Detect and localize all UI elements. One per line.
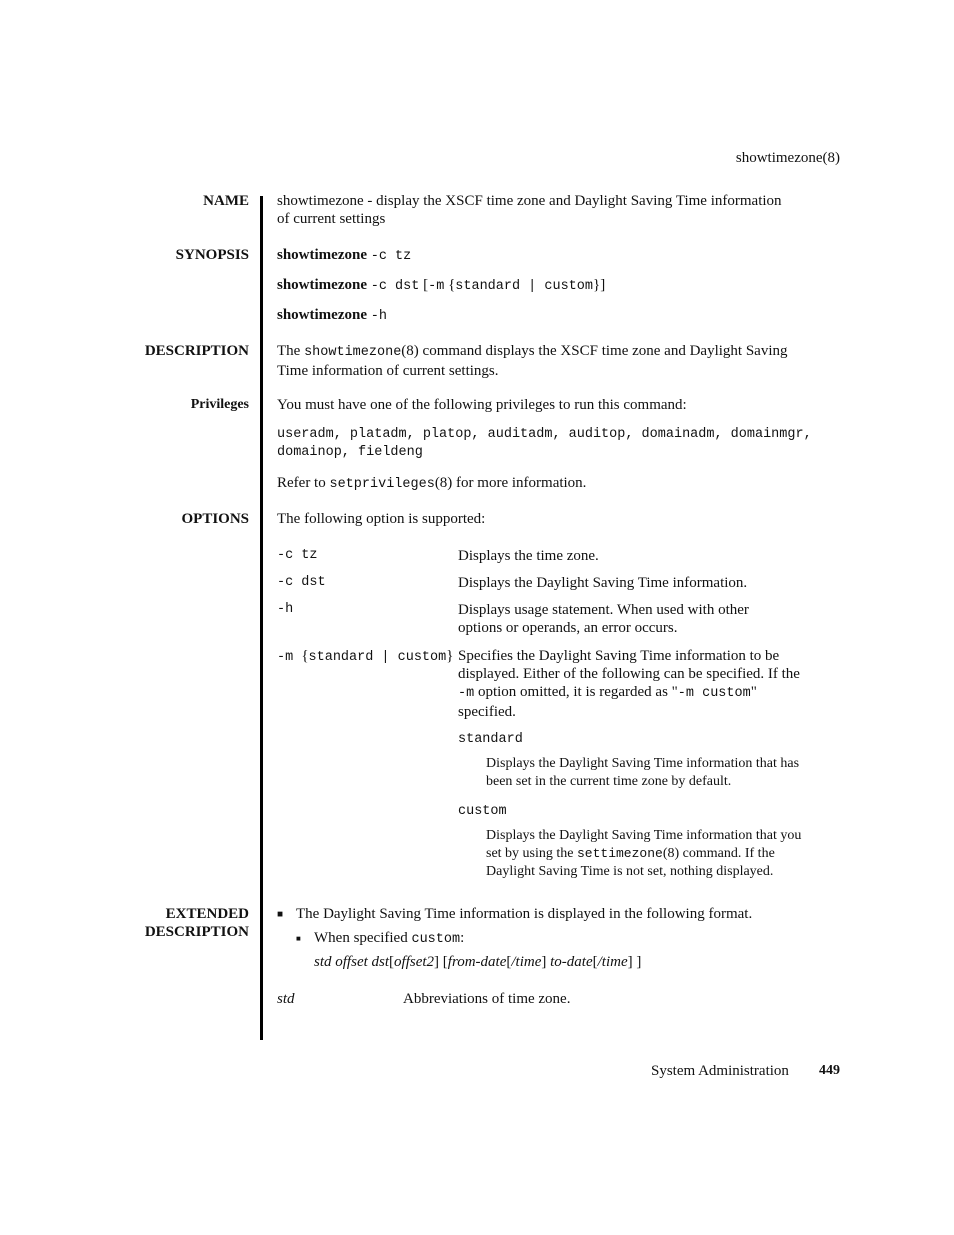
- synopsis-cmd: showtimezone: [277, 277, 367, 293]
- opt-part: -m: [458, 686, 475, 701]
- text: set by using the: [486, 846, 577, 861]
- text: Refer to: [277, 475, 330, 491]
- option-desc-line: options or operands, an error occurs.: [458, 620, 678, 636]
- privileges-list-line-2: domainop, fieldeng: [277, 445, 423, 460]
- suboption-custom-desc: [486, 827, 838, 881]
- synopsis-opt: -m: [428, 279, 445, 294]
- option-desc: Displays the Daylight Saving Time information.: [458, 575, 748, 591]
- section-label-synopsis: SYNOPSIS: [175, 247, 249, 263]
- extended-bullet-1: The Daylight Saving Time information is displayed in the following format.: [296, 906, 753, 922]
- synopsis-opt: -c dst: [370, 279, 420, 294]
- suboption-standard-label: standard: [458, 732, 523, 747]
- square-bullet-icon: ■: [277, 909, 284, 920]
- name-text: [277, 192, 842, 228]
- options-intro: The following option is supported:: [277, 511, 486, 527]
- text: (8) command displays the XSCF time zone and Daylight Saving: [401, 343, 788, 359]
- section-label-options: OPTIONS: [181, 511, 249, 527]
- option-desc: Displays the time zone.: [458, 548, 599, 564]
- opt-part: -m custom: [677, 686, 751, 701]
- cmd-ref: setprivileges: [329, 477, 435, 492]
- cmd-ref: custom: [411, 932, 461, 947]
- square-bullet-icon: ■: [296, 934, 301, 943]
- suboption-standard-desc: [486, 755, 838, 791]
- text: When specified: [314, 930, 412, 946]
- opt-part: }: [446, 648, 454, 664]
- name-text-line-1: showtimezone - display the XSCF time zone and Daylight Saving Time information: [277, 193, 782, 209]
- option-term: [277, 647, 453, 667]
- fmt-part: /time: [597, 954, 628, 970]
- option-term: -c dst: [277, 575, 326, 590]
- synopsis-opt: standard | custom: [455, 279, 593, 294]
- sub-desc-line: Displays the Daylight Saving Time information that has: [486, 756, 800, 771]
- option-desc-line: Specifies the Daylight Saving Time information to be: [458, 648, 780, 664]
- option-desc: [458, 647, 843, 721]
- text: (8) for more information.: [434, 475, 587, 491]
- synopsis-opt: -c tz: [370, 249, 412, 264]
- sub-desc-line: Displays the Daylight Saving Time information that you: [486, 828, 802, 843]
- description-line-1: [277, 342, 842, 362]
- option-desc-line: Displays usage statement. When used with other: [458, 602, 749, 618]
- privileges-intro: You must have one of the following privileges to run this command:: [277, 397, 687, 413]
- term-std-desc: Abbreviations of time zone.: [403, 991, 571, 1007]
- fmt-part: dst: [371, 954, 390, 970]
- section-label-privileges: Privileges: [190, 397, 249, 412]
- text: ": [750, 684, 757, 700]
- format-line: std offset dst[offset2] [from-date[/time] to-date[/time] ]: [314, 954, 642, 970]
- name-text-line-2: of current settings: [277, 211, 386, 227]
- option-desc-line: specified.: [458, 704, 516, 720]
- cmd-ref: showtimezone: [304, 345, 402, 360]
- term: std: [277, 991, 295, 1007]
- synopsis-line-1: [277, 246, 842, 266]
- synopsis-opt: -h: [370, 309, 387, 324]
- synopsis-cmd: showtimezone: [277, 307, 367, 323]
- label-line: EXTENDED: [165, 906, 249, 922]
- sub-desc-line: Daylight Saving Time is not set, nothing displayed.: [486, 864, 774, 879]
- opt-part: {: [301, 648, 309, 664]
- text: :: [460, 930, 465, 946]
- option-term: -h: [277, 602, 294, 617]
- synopsis-brace: {: [448, 277, 456, 293]
- option-desc: [458, 601, 843, 637]
- sub-desc-line: [486, 845, 838, 863]
- text: The: [277, 343, 305, 359]
- fmt-part: std: [314, 954, 332, 970]
- option-desc-line: [458, 683, 843, 703]
- fmt-part: offset2: [394, 954, 435, 970]
- page-header: showtimezone(8): [735, 150, 840, 166]
- suboption-custom-label: custom: [458, 804, 507, 819]
- synopsis-line-3: [277, 306, 842, 326]
- privileges-list-line-1: useradm, platadm, platop, auditadm, auditop, domainadm, domainmgr,: [277, 427, 812, 442]
- extended-bullet-2: [314, 929, 879, 949]
- section-label-name: NAME: [203, 193, 249, 209]
- synopsis-line-2: [277, 276, 842, 296]
- page-number: 449: [819, 1063, 840, 1078]
- option-desc-line: displayed. Either of the following can be specified. If the: [458, 666, 800, 682]
- fmt-part: offset: [335, 954, 368, 970]
- footer-title: System Administration: [651, 1063, 789, 1079]
- privileges-list: [277, 426, 842, 462]
- text: (8) command. If the: [662, 846, 775, 861]
- label-line: DESCRIPTION: [144, 924, 249, 940]
- fmt-part: from-date: [447, 954, 507, 970]
- synopsis-bracket: [: [423, 277, 429, 293]
- option-term: -c tz: [277, 548, 318, 563]
- description-text: [277, 342, 842, 380]
- margin-rule: [260, 196, 263, 1040]
- opt-part: standard | custom: [308, 650, 447, 665]
- description-line-2: Time information of current settings.: [277, 363, 499, 379]
- text: option omitted, it is regarded as ": [474, 684, 678, 700]
- sub-desc-line: been set in the current time zone by default.: [486, 774, 732, 789]
- synopsis-cmd: showtimezone: [277, 247, 367, 263]
- section-label-extended-description: [145, 905, 249, 941]
- privileges-refer: [277, 474, 842, 494]
- cmd-ref: settimezone: [577, 846, 663, 861]
- term-std: [277, 990, 295, 1008]
- fmt-part: /time: [511, 954, 542, 970]
- synopsis-brace: }]: [593, 277, 606, 293]
- section-label-description: DESCRIPTION: [144, 343, 249, 359]
- fmt-part: to-date: [550, 954, 593, 970]
- opt-part: -m: [277, 650, 302, 665]
